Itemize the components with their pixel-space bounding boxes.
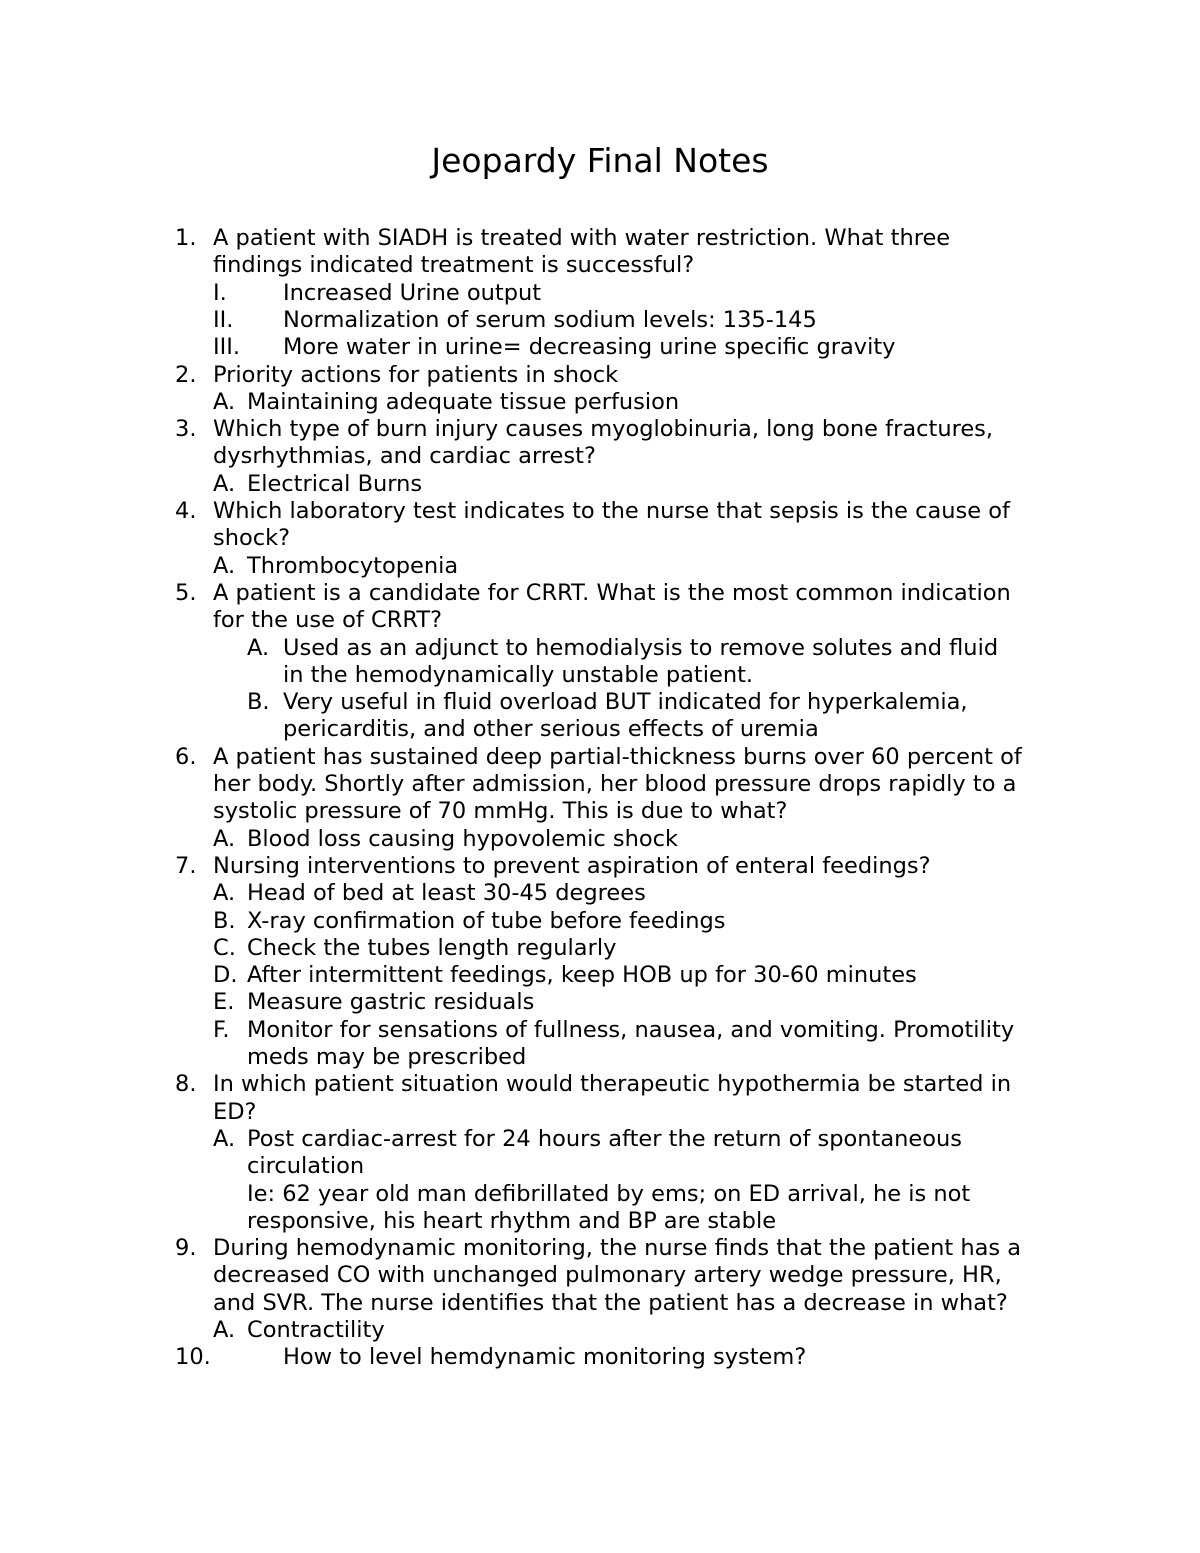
question-text: findings indicated treatment is successful?	[213, 252, 695, 279]
answer-marker: A.	[213, 388, 236, 415]
answer-text: circulation	[247, 1153, 365, 1180]
answer-marker: A.	[213, 1317, 236, 1343]
answer-text: Check the tubes length regularly	[247, 934, 617, 961]
answer-marker: A.	[213, 880, 236, 907]
answer-marker: D.	[213, 962, 238, 989]
answer-text: Maintaining adequate tissue perfusion	[247, 388, 680, 415]
answer-text: Head of bed at least 30-45 degrees	[247, 880, 646, 907]
question-text: A patient is a candidate for CRRT. What is the most common indication	[213, 579, 1011, 606]
item-number: 8.	[175, 1071, 197, 1098]
question-text: During hemodynamic monitoring, the nurse finds that the patient has a	[213, 1235, 1022, 1262]
question-text: Which type of burn injury causes myoglobinuria, long bone fractures,	[213, 416, 994, 443]
question-text: for the use of CRRT?	[213, 607, 443, 634]
item-number: 7.	[175, 852, 197, 879]
question-text: A patient has sustained deep partial-thickness burns over 60 percent of	[213, 743, 1022, 770]
question-text: and SVR. The nurse identifies that the patient has a decrease in what?	[213, 1289, 1008, 1316]
question-text: decreased CO with unchanged pulmonary artery wedge pressure, HR,	[213, 1262, 1002, 1289]
question-text: A patient with SIADH is treated with water restriction. What three	[213, 225, 951, 251]
item-number: 2.	[175, 361, 197, 388]
answer-text: meds may be prescribed	[247, 1044, 527, 1070]
answer-text: More water in urine= decreasing urine specific gravity	[283, 334, 896, 361]
answer-text: After intermittent feedings, keep HOB up for 30-60 minutes	[247, 962, 917, 989]
question-text: dysrhythmias, and cardiac arrest?	[213, 443, 596, 470]
answer-text: Electrical Burns	[247, 470, 423, 497]
question-text: How to level hemdynamic monitoring system?	[283, 1344, 807, 1371]
item-number: 6.	[175, 743, 197, 770]
item-number: 10.	[175, 1344, 211, 1371]
answer-marker: B.	[213, 907, 236, 934]
answer-marker: A.	[213, 470, 236, 497]
answer-marker: A.	[247, 634, 270, 661]
question-text: ED?	[213, 1098, 257, 1125]
answer-marker: B.	[247, 689, 270, 716]
answer-marker: A.	[213, 552, 236, 579]
page-title: Jeopardy Final Notes	[431, 141, 769, 180]
answer-text: in the hemodynamically unstable patient.	[283, 661, 754, 688]
answer-text: responsive, his heart rhythm and BP are stable	[247, 1207, 777, 1234]
answer-marker: I.	[213, 279, 227, 306]
answer-text: Very useful in fluid overload BUT indicated for hyperkalemia,	[283, 689, 968, 716]
question-text: Which laboratory test indicates to the nurse that sepsis is the cause of	[213, 498, 1010, 524]
question-text: In which patient situation would therapeutic hypothermia be started in	[213, 1071, 1012, 1098]
item-number: 3.	[175, 416, 197, 443]
answer-text: Monitor for sensations of fullness, nausea, and vomiting. Promotility	[247, 1016, 1015, 1043]
question-text: shock?	[213, 525, 291, 552]
answer-text: Increased Urine output	[283, 279, 542, 306]
answer-marker: F.	[213, 1016, 230, 1043]
item-number: 4.	[175, 498, 197, 524]
answer-text: pericarditis, and other serious effects of uremia	[283, 716, 819, 743]
answer-marker: E.	[213, 989, 235, 1016]
answer-text: Blood loss causing hypovolemic shock	[247, 825, 678, 852]
question-text: her body. Shortly after admission, her blood pressure drops rapidly to a	[213, 771, 1017, 797]
question-text: systolic pressure of 70 mmHg. This is due to what?	[213, 798, 788, 825]
item-number: 5.	[175, 579, 197, 606]
answer-text: Used as an adjunct to hemodialysis to remove solutes and fluid	[283, 634, 999, 661]
question-text: Priority actions for patients in shock	[213, 361, 619, 388]
item-number: 1.	[175, 225, 197, 251]
answer-marker: II.	[213, 306, 234, 333]
item-number: 9.	[175, 1235, 197, 1262]
answer-text: Measure gastric residuals	[247, 989, 535, 1016]
answer-marker: A.	[213, 825, 236, 852]
answer-marker: C.	[213, 934, 236, 961]
question-text: Nursing interventions to prevent aspiration of enteral feedings?	[213, 852, 931, 879]
answer-text: Normalization of serum sodium levels: 135-145	[283, 306, 817, 333]
answer-text: X-ray confirmation of tube before feedings	[247, 907, 726, 934]
answer-marker: A.	[213, 1125, 236, 1152]
answer-text: Ie: 62 year old man defibrillated by ems; on ED arrival, he is not	[247, 1180, 971, 1207]
answer-text: Thrombocytopenia	[247, 552, 459, 579]
answer-text: Post cardiac-arrest for 24 hours after the return of spontaneous	[247, 1125, 963, 1152]
answer-text: Contractility	[247, 1317, 385, 1343]
answer-marker: III.	[213, 334, 241, 361]
